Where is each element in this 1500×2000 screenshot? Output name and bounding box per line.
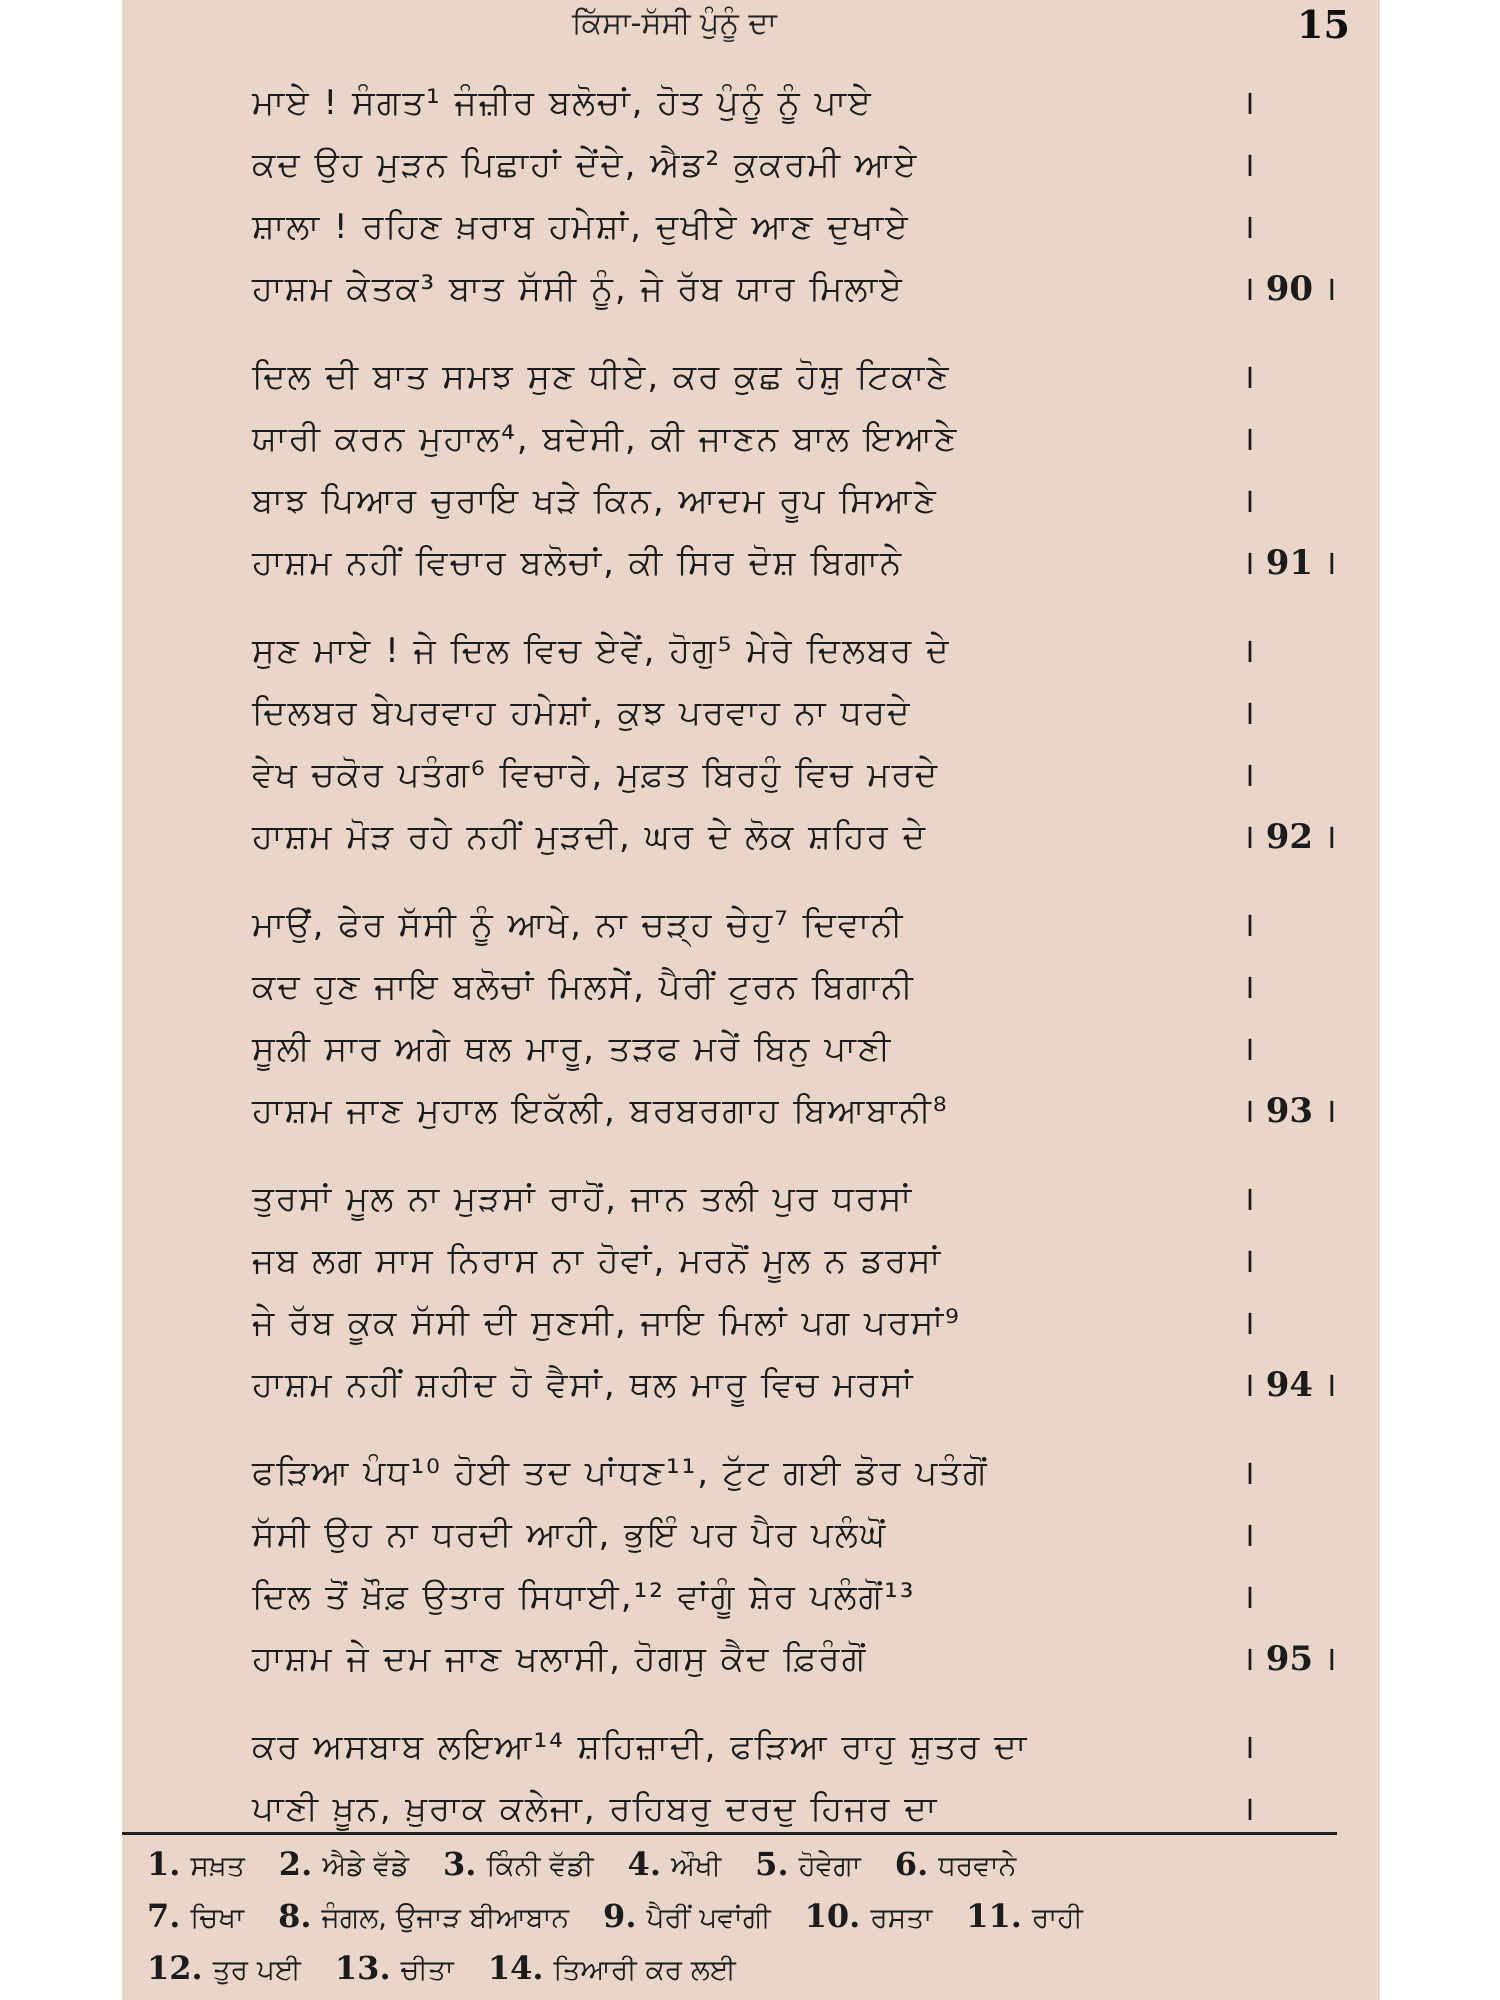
verse-text: ਹਾਸ਼ਮ ਕੇਤਕ³ ਬਾਤ ਸੱਸੀ ਨੂੰ, ਜੇ ਰੱਬ ਯਾਰ ਮਿਲਾਏ (252, 269, 904, 309)
verse-line (252, 532, 1342, 594)
footnote-number: 9. (603, 1897, 637, 1935)
danda-mark: । (1323, 1639, 1337, 1679)
danda-mark: । (1323, 543, 1337, 583)
footnote-number: 3. (443, 1845, 477, 1883)
verse-text: ਕਦ ਉਹ ਮੁੜਨ ਪਿਛਾਹਾਂ ਦੇਂਦੇ, ਐਡ² ਕੁਕਰਮੀ ਆਏ (252, 145, 919, 185)
danda-mark: । (1242, 1789, 1255, 1829)
line-end (1242, 1168, 1342, 1230)
verse-line (252, 1716, 1342, 1778)
verse-text: ਯਾਰੀ ਕਰਨ ਮੁਹਾਲ⁴, ਬਦੇਸੀ, ਕੀ ਜਾਣਨ ਬਾਲ ਇਆਣੇ (252, 419, 959, 459)
line-end (1242, 1566, 1342, 1628)
stanza (252, 620, 1342, 868)
verse-line (252, 1230, 1342, 1292)
footnote-number: 14. (487, 1949, 544, 1987)
footnote-text: ਹੋਵੇਗਾ (798, 1849, 861, 1882)
footnote-item (895, 1845, 1016, 1883)
verse-text: ਦਿਲ ਤੋਂ ਖ਼ੌਫ਼ ਉਤਾਰ ਸਿਧਾਈ,¹² ਵਾਂਗੂੰ ਸ਼ੇਰ ਪਲੰਗੋਂ¹³ (252, 1577, 916, 1617)
footnote-number: 6. (894, 1845, 929, 1883)
footnote-text: ਰਾਹੀ (1031, 1901, 1083, 1934)
line-end (1242, 196, 1342, 258)
line-end (1242, 470, 1342, 532)
verse-line (252, 346, 1342, 408)
verse-line (252, 682, 1342, 744)
line-end (1242, 956, 1342, 1018)
stanza-number: 91 (1265, 543, 1314, 583)
stanza-number: 93 (1265, 1091, 1314, 1131)
verse-text: ਕਦ ਹੁਣ ਜਾਇ ਬਲੋਚਾਂ ਮਿਲਸੇਂ, ਪੈਰੀਂ ਟੁਰਨ ਬਿਗਾਨੀ (252, 967, 915, 1007)
verse-text: ਮਾਏ ! ਸੰਗਤ¹ ਜੰਜ਼ੀਰ ਬਲੋਚਾਂ, ਹੋਤ ਪੁੰਨੂੰ ਨੂੰ ਪਾਏ (252, 83, 873, 123)
footnote-number: 5. (755, 1845, 789, 1883)
danda-mark: । (1242, 1365, 1255, 1405)
verse-text: ਸ਼ਾਲਾ ! ਰਹਿਣ ਖ਼ਰਾਬ ਹਮੇਸ਼ਾਂ, ਦੁਖੀਏ ਆਣ ਦੁਖਾਏ (252, 207, 910, 247)
danda-mark: । (1242, 1179, 1255, 1219)
footnote-text: ਧਰਵਾਨੇ (938, 1849, 1017, 1882)
footnote-item (335, 1949, 454, 1987)
danda-mark: । (1242, 967, 1255, 1007)
danda-mark: । (1242, 755, 1255, 795)
line-end (1242, 134, 1342, 196)
danda-mark: । (1242, 357, 1255, 397)
verse-text: ਸੁਣ ਮਾਏ ! ਜੇ ਦਿਲ ਵਿਚ ਏਵੇਂ, ਹੋਗੁ⁵ ਮੇਰੇ ਦਿਲਬਰ ਦੇ (252, 631, 951, 671)
verse-line (252, 956, 1342, 1018)
danda-mark: । (1242, 269, 1255, 309)
footnote-text: ਔਖੀ (670, 1849, 722, 1882)
verse-line (252, 1354, 1342, 1416)
line-end (1242, 532, 1342, 594)
danda-mark: । (1323, 1365, 1337, 1405)
verse-text: ਜਬ ਲਗ ਸਾਸ ਨਿਰਾਸ ਨਾ ਹੋਵਾਂ, ਮਰਨੋਂ ਮੂਲ ਨ ਡਰਸਾਂ (252, 1241, 943, 1281)
stanza (252, 1716, 1342, 1840)
line-end (1242, 1230, 1342, 1292)
verse-line (252, 1504, 1342, 1566)
verse-line (252, 470, 1342, 532)
verse-text: ਹਾਸ਼ਮ ਮੋੜ ਰਹੇ ਨਹੀਂ ਮੁੜਦੀ, ਘਰ ਦੇ ਲੋਕ ਸ਼ਹਿਰ ਦੇ (252, 817, 928, 857)
line-end (1242, 806, 1342, 868)
footnote-text: ਐਡੇ ਵੱਡੇ (322, 1849, 410, 1882)
verse-line (252, 1080, 1342, 1142)
footnote-number: 11. (966, 1897, 1022, 1935)
danda-mark: । (1242, 419, 1255, 459)
line-end (1242, 682, 1342, 744)
stanza-number: 92 (1265, 817, 1314, 857)
footnote-number: 7. (147, 1897, 181, 1935)
danda-mark: । (1323, 269, 1337, 309)
footnote-item (278, 1897, 569, 1935)
stanza (252, 72, 1342, 320)
line-end (1242, 1354, 1342, 1416)
verse-text: ਸੱਸੀ ਉਹ ਨਾ ਧਰਦੀ ਆਹੀ, ਭੁਇੰ ਪਰ ਪੈਰ ਪਲੰਘੋਂ (252, 1515, 888, 1555)
stanza (252, 1168, 1342, 1416)
stanza (252, 1442, 1342, 1690)
verse-text: ਹਾਸ਼ਮ ਜੇ ਦਮ ਜਾਣ ਖਲਾਸੀ, ਹੋਗਸੁ ਕੈਦ ਫ਼ਿਰੰਗੋਂ (252, 1639, 868, 1679)
verse-text: ਸੂਲੀ ਸਾਰ ਅਗੇ ਥਲ ਮਾਰੂ, ਤੜਫ ਮਰੇਂ ਬਿਨੁ ਪਾਣੀ (252, 1029, 893, 1069)
footnote-row (147, 1845, 1372, 1897)
footnote-item (147, 1897, 244, 1935)
line-end (1242, 346, 1342, 408)
verse-line (252, 1168, 1342, 1230)
footnote-number: 8. (278, 1897, 312, 1935)
book-page (122, 0, 1380, 2000)
poem-body (252, 72, 1342, 1866)
danda-mark: । (1242, 817, 1255, 857)
verse-line (252, 1778, 1342, 1840)
line-end (1242, 744, 1342, 806)
footnote-item (279, 1845, 409, 1883)
line-end (1242, 1292, 1342, 1354)
verse-text: ਕਰ ਅਸਬਾਬ ਲਇਆ¹⁴ ਸ਼ਹਿਜ਼ਾਦੀ, ਫੜਿਆ ਰਾਹੁ ਸ਼ੁਤਰ ਦਾ (252, 1727, 1029, 1767)
danda-mark: । (1242, 1241, 1255, 1281)
line-end (1242, 620, 1342, 682)
footnote-row (147, 1949, 1372, 2000)
line-end (1242, 1628, 1342, 1690)
footnote-text: ਸਖ਼ਤ (190, 1849, 245, 1882)
verse-text: ਦਿਲਬਰ ਬੇਪਰਵਾਹ ਹਮੇਸ਼ਾਂ, ਕੁਝ ਪਰਵਾਹ ਨਾ ਧਰਦੇ (252, 693, 912, 733)
footnote-item (805, 1897, 933, 1935)
verse-line (252, 1628, 1342, 1690)
verse-line (252, 134, 1342, 196)
verse-line (252, 620, 1342, 682)
footnote-item (755, 1845, 861, 1883)
verse-line (252, 196, 1342, 258)
page-number: 15 (1297, 2, 1350, 47)
footnote-text: ਜੰਗਲ, ਉਜਾੜ ਬੀਆਬਾਨ (321, 1901, 570, 1934)
verse-text: ਤੁਰਸਾਂ ਮੂਲ ਨਾ ਮੁੜਸਾਂ ਰਾਹੋਂ, ਜਾਨ ਤਲੀ ਪੁਰ ਧਰਸਾਂ (252, 1179, 914, 1219)
footnote-item (147, 1845, 245, 1883)
verse-line (252, 806, 1342, 868)
danda-mark: । (1242, 693, 1255, 733)
verse-line (252, 744, 1342, 806)
danda-mark: । (1242, 1091, 1255, 1131)
verse-text: ਹਾਸ਼ਮ ਨਹੀਂ ਵਿਚਾਰ ਬਲੋਚਾਂ, ਕੀ ਸਿਰ ਦੋਸ਼ ਬਿਗਾਨੇ (252, 543, 904, 583)
verse-line (252, 258, 1342, 320)
line-end (1242, 1018, 1342, 1080)
line-end (1242, 1442, 1342, 1504)
danda-mark: । (1242, 1515, 1255, 1555)
verse-text: ਬਾਝ ਪਿਆਰ ਚੁਰਾਇ ਖੜੇ ਕਿਨ, ਆਦਮ ਰੂਪ ਸਿਆਣੇ (252, 481, 938, 521)
danda-mark: । (1242, 1029, 1255, 1069)
footnotes (147, 1845, 1372, 2000)
footnote-text: ਰਸਤਾ (870, 1901, 933, 1934)
running-header-title: ਕਿੱਸਾ-ਸੱਸੀ ਪੁੰਨੂੰ ਦਾ (572, 6, 777, 41)
footnote-text: ਤਿਆਰੀ ਕਰ ਲਈ (553, 1953, 736, 1986)
line-end (1242, 1504, 1342, 1566)
stanza-number: 90 (1265, 269, 1314, 309)
verse-text: ਜੇ ਰੱਬ ਕੂਕ ਸੱਸੀ ਦੀ ਸੁਣਸੀ, ਜਾਇ ਮਿਲਾਂ ਪਗ ਪਰਸਾਂ⁹ (252, 1303, 961, 1343)
line-end (1242, 894, 1342, 956)
footnote-text: ਚਿਖਾ (190, 1901, 245, 1934)
line-end (1242, 1716, 1342, 1778)
verse-text: ਫੜਿਆ ਪੰਧ¹⁰ ਹੋਈ ਤਦ ਪਾਂਧਣ¹¹, ਟੁੱਟ ਗਈ ਡੋਰ ਪਤੰਗੋਂ (252, 1453, 989, 1493)
verse-text: ਹਾਸ਼ਮ ਜਾਣ ਮੁਹਾਲ ਇਕੱਲੀ, ਬਰਬਰਗਾਹ ਬਿਆਬਾਨੀ⁸ (252, 1091, 949, 1131)
footnote-number: 12. (147, 1949, 203, 1987)
footnote-number: 10. (804, 1897, 861, 1935)
footnote-text: ਚੀਤਾ (400, 1953, 454, 1986)
danda-mark: । (1242, 1577, 1255, 1617)
verse-text: ਹਾਸ਼ਮ ਨਹੀਂ ਸ਼ਹੀਦ ਹੋ ਵੈਸਾਂ, ਥਲ ਮਾਰੂ ਵਿਚ ਮਰਸਾਂ (252, 1365, 915, 1405)
line-end (1242, 408, 1342, 470)
danda-mark: । (1242, 543, 1255, 583)
danda-mark: । (1323, 817, 1337, 857)
stanza (252, 346, 1342, 594)
line-end (1242, 1080, 1342, 1142)
footnote-number: 1. (147, 1845, 181, 1883)
line-end (1242, 258, 1342, 320)
footnote-text: ਪੈਰੀਂ ਪਵਾਂਗੀ (646, 1901, 771, 1934)
footnote-divider (122, 1832, 1337, 1835)
footnote-number: 4. (627, 1845, 661, 1883)
danda-mark: । (1242, 1303, 1255, 1343)
danda-mark: । (1242, 1639, 1255, 1679)
line-end (1242, 72, 1342, 134)
verse-line (252, 1442, 1342, 1504)
danda-mark: । (1242, 481, 1255, 521)
danda-mark: । (1242, 1727, 1255, 1767)
verse-line (252, 72, 1342, 134)
footnote-item (443, 1845, 594, 1883)
verse-line (252, 894, 1342, 956)
verse-text: ਮਾਉਂ, ਫੇਰ ਸੱਸੀ ਨੂੰ ਆਖੇ, ਨਾ ਚੜ੍ਹ ਚੇਹੁ⁷ ਦਿਵਾਨੀ (252, 905, 905, 945)
verse-line (252, 1292, 1342, 1354)
verse-line (252, 408, 1342, 470)
stanza-number: 95 (1265, 1639, 1314, 1679)
footnote-text: ਤੁਰ ਪਈ (212, 1953, 301, 1986)
footnote-number: 2. (278, 1845, 313, 1883)
footnote-number: 13. (334, 1949, 391, 1987)
line-end (1242, 1778, 1342, 1840)
footnote-row (147, 1897, 1372, 1949)
footnote-item (603, 1897, 771, 1935)
footnote-item (966, 1897, 1083, 1935)
footnote-item (488, 1949, 736, 1987)
danda-mark: । (1242, 1453, 1255, 1493)
verse-text: ਵੇਖ ਚਕੋਰ ਪਤੰਗ⁶ ਵਿਚਾਰੇ, ਮੁਫ਼ਤ ਬਿਰਹੁੰ ਵਿਚ ਮਰਦੇ (252, 755, 940, 795)
footnote-item (628, 1845, 722, 1883)
danda-mark: । (1323, 1091, 1337, 1131)
danda-mark: । (1242, 145, 1255, 185)
danda-mark: । (1242, 631, 1255, 671)
verse-line (252, 1018, 1342, 1080)
stanza-number: 94 (1265, 1365, 1314, 1405)
footnote-text: ਕਿੰਨੀ ਵੱਡੀ (486, 1849, 594, 1882)
verse-text: ਦਿਲ ਦੀ ਬਾਤ ਸਮਝ ਸੁਣ ਧੀਏ, ਕਰ ਕੁਛ ਹੋਸ਼ੁ ਟਿਕਾਣੇ (252, 357, 951, 397)
danda-mark: । (1242, 83, 1255, 123)
danda-mark: । (1242, 207, 1255, 247)
verse-text: ਪਾਣੀ ਖ਼ੂਨ, ਖ਼ੁਰਾਕ ਕਲੇਜਾ, ਰਹਿਬਰੁ ਦਰਦੁ ਹਿਜਰ ਦਾ (252, 1789, 939, 1829)
verse-line (252, 1566, 1342, 1628)
footnote-item (147, 1949, 301, 1987)
danda-mark: । (1242, 905, 1255, 945)
stanza (252, 894, 1342, 1142)
